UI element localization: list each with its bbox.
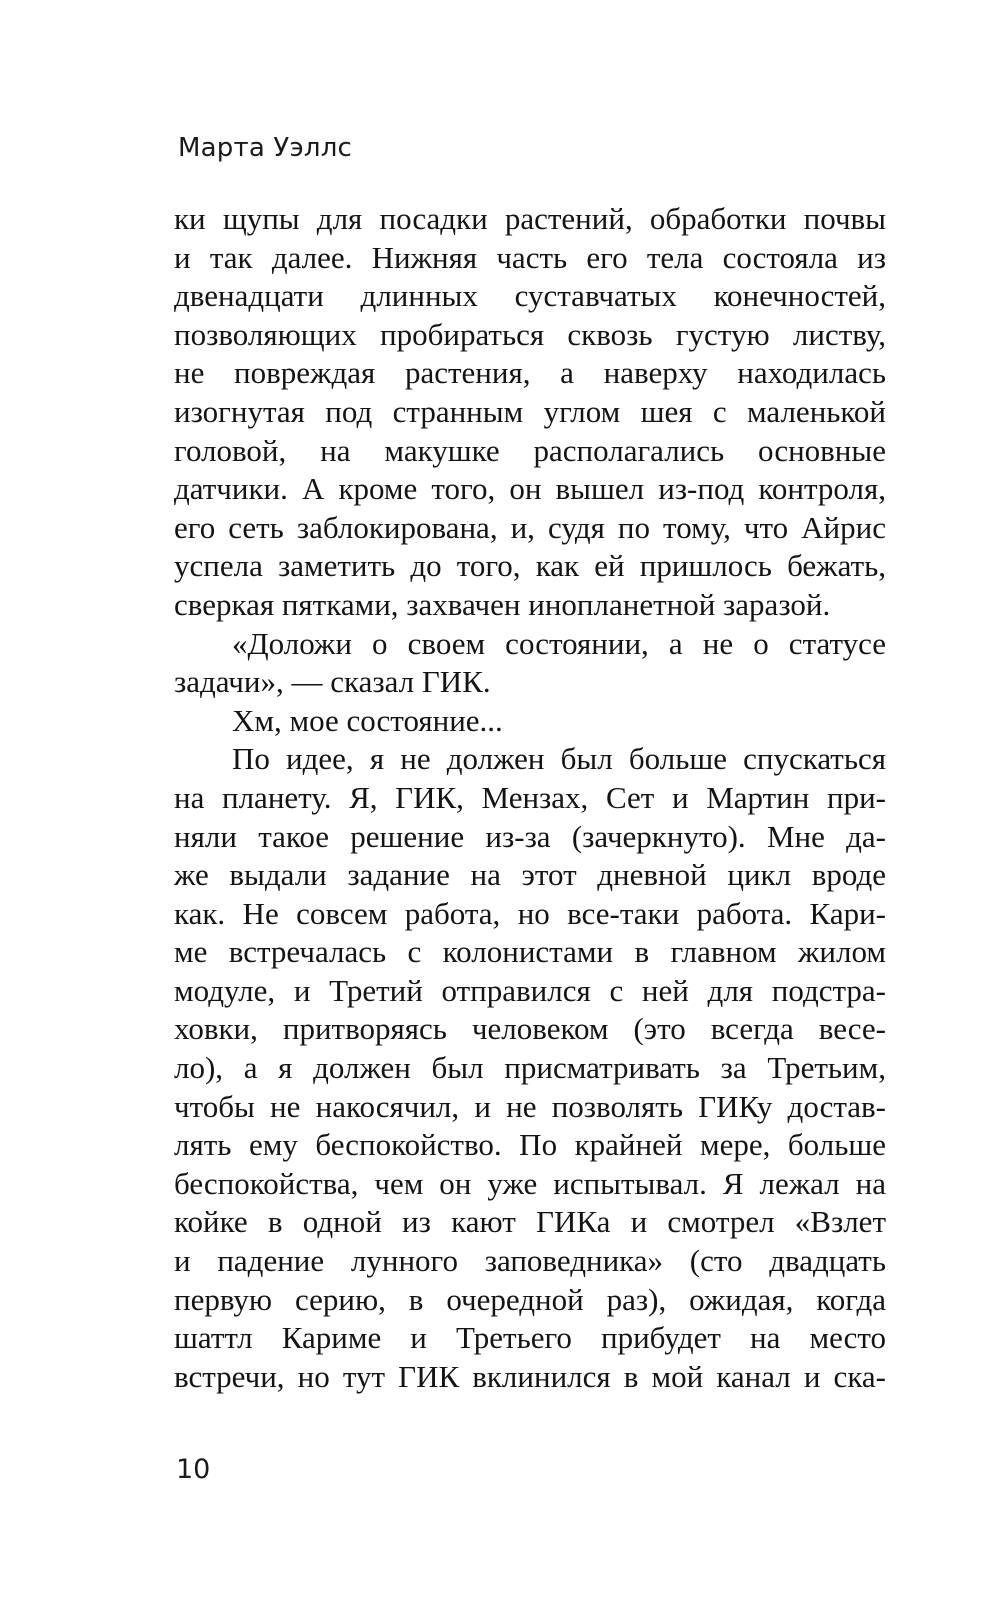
text-line: датчики. А кроме того, он вышел из-под контроля, bbox=[174, 471, 886, 507]
text-line: же выдали задание на этот дневной цикл вроде bbox=[174, 857, 886, 893]
body-text bbox=[174, 200, 886, 1396]
text-line: ки щупы для посадки растений, обработки почвы bbox=[174, 201, 886, 236]
text-line: встречи, но тут ГИК вклинился в мой канал и ска- bbox=[174, 1358, 886, 1394]
text-line: позволяющих пробираться сквозь густую листву, bbox=[174, 316, 886, 352]
text-line: ло), а я должен был присматривать за Третьим, bbox=[174, 1050, 886, 1086]
page-number: 10 bbox=[176, 1454, 211, 1485]
text-line: не повреждая растения, а наверху находилась bbox=[174, 355, 886, 391]
text-line: ме встречалась с колонистами в главном жилом bbox=[174, 934, 886, 970]
text-line: чтобы не накосячил, и не позволять ГИКу достав- bbox=[174, 1088, 886, 1124]
text-line: По идее, я не должен был больше спускаться bbox=[232, 741, 886, 777]
text-line: няли такое решение из-за (зачеркнуто). Мне да- bbox=[174, 818, 886, 854]
text-line: модуле, и Третий отправился с ней для подстра- bbox=[174, 972, 886, 1008]
text-line: двенадцати длинных суставчатых конечностей, bbox=[174, 278, 886, 314]
text-line: как. Не совсем работа, но все-таки работа. Кари- bbox=[174, 895, 886, 931]
text-line: и так далее. Нижняя часть его тела состояла из bbox=[174, 239, 886, 275]
text-line: и падение лунного заповедника» (сто двадцать bbox=[174, 1243, 886, 1279]
text-line: койке в одной из кают ГИКа и смотрел «Взлет bbox=[174, 1204, 886, 1240]
text-line: «Доложи о своем состоянии, а не о статусе bbox=[232, 625, 886, 661]
text-line: ховки, притворяясь человеком (это всегда весе- bbox=[174, 1011, 886, 1047]
text-line: изогнутая под странным углом шея с маленькой bbox=[174, 393, 886, 429]
text-line: головой, на макушке располагались основные bbox=[174, 432, 886, 468]
text-line: первую серию, в очередной раз), ожидая, когда bbox=[174, 1281, 886, 1317]
text-line: его сеть заблокирована, и, судя по тому, что Айрис bbox=[174, 509, 886, 545]
text-line: Хм, мое состояние... bbox=[232, 702, 503, 738]
text-line: сверкая пятками, захвачен инопланетной заразой. bbox=[174, 586, 831, 622]
text-line: на планету. Я, ГИК, Мензах, Сет и Мартин при- bbox=[174, 779, 886, 815]
text-line: успела заметить до того, как ей пришлось бежать, bbox=[174, 548, 886, 584]
text-line: шаттл Кариме и Третьего прибудет на место bbox=[174, 1320, 886, 1356]
text-line: лять ему беспокойство. По крайней мере, больше bbox=[174, 1127, 886, 1163]
running-head-author: Марта Уэллс bbox=[178, 133, 353, 163]
text-line: задачи», — сказал ГИК. bbox=[174, 664, 491, 700]
text-line: беспокойства, чем он уже испытывал. Я лежал на bbox=[174, 1165, 886, 1201]
